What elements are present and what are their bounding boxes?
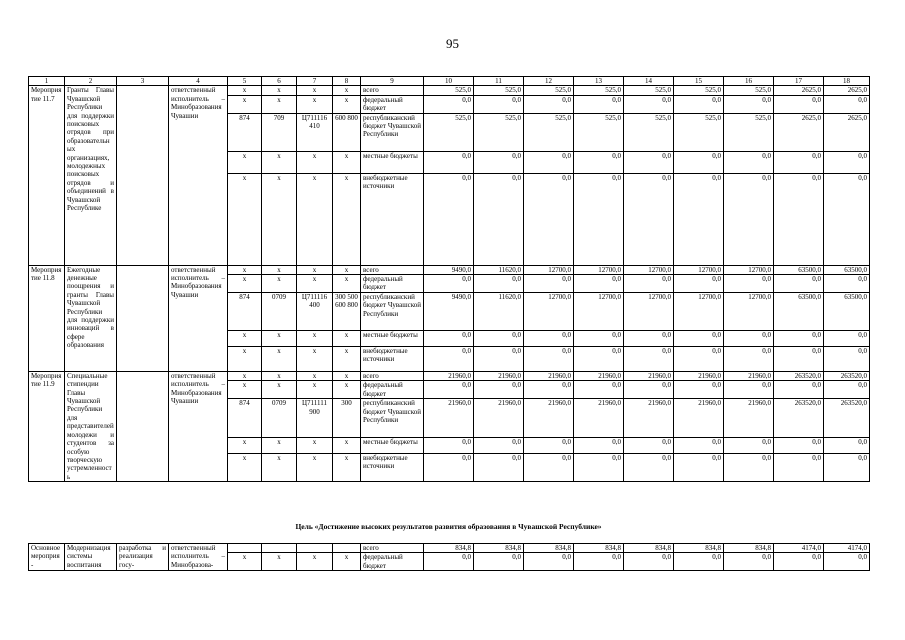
funding-value: 0,0 (524, 346, 574, 371)
funding-value: 2625,0 (824, 113, 870, 151)
funding-value: 0,0 (824, 346, 870, 371)
measure-participant (117, 86, 169, 265)
funding-value: 0,0 (624, 275, 674, 293)
grbs-code: 874 (228, 292, 262, 330)
expense-type-code: x (333, 553, 361, 571)
funding-value: 0,0 (724, 95, 774, 113)
funding-value: 0,0 (474, 346, 524, 371)
funding-value: 0,0 (524, 173, 574, 265)
column-number: 17 (774, 77, 824, 86)
measure-participant: разработка и реализация госу- (117, 544, 169, 571)
funding-value: 21960,0 (624, 371, 674, 380)
funding-value: 0,0 (524, 453, 574, 481)
funding-value: 21960,0 (574, 371, 624, 380)
funding-value: 21960,0 (424, 399, 474, 437)
section-code (262, 544, 297, 553)
funding-value: 21960,0 (724, 371, 774, 380)
funding-value: 0,0 (724, 553, 774, 571)
funding-value: 0,0 (424, 453, 474, 481)
funding-value: 0,0 (774, 381, 824, 399)
funding-value: 63500,0 (824, 265, 870, 274)
funding-value: 21960,0 (524, 399, 574, 437)
target-article-code: x (297, 553, 333, 571)
section-code: x (262, 346, 297, 371)
grbs-code: x (228, 265, 262, 274)
measure-id: Мероприятие 11.9 (29, 371, 65, 481)
target-article-code: Ц711116 410 (297, 113, 333, 151)
funding-value: 525,0 (724, 86, 774, 95)
measure-name: Модернизация системы воспитания (65, 544, 117, 571)
section-code: x (262, 86, 297, 95)
target-article-code: x (297, 453, 333, 481)
measure-id: Мероприятие 11.7 (29, 86, 65, 265)
funding-value: 0,0 (774, 330, 824, 346)
funding-value: 0,0 (774, 453, 824, 481)
funding-source: внебюджетные источники (361, 173, 424, 265)
funding-value: 0,0 (574, 275, 624, 293)
responsible-executor: ответственный исполнитель – Минобразования Чувашии (169, 265, 228, 371)
funding-value: 9490,0 (424, 292, 474, 330)
column-number: 2 (65, 77, 117, 86)
funding-value: 21960,0 (624, 399, 674, 437)
funding-value: 9490,0 (424, 265, 474, 274)
section-code: x (262, 173, 297, 265)
funding-value: 0,0 (624, 381, 674, 399)
funding-value: 12700,0 (624, 265, 674, 274)
section-code: x (262, 330, 297, 346)
funding-value: 0,0 (424, 275, 474, 293)
funding-value: 0,0 (474, 330, 524, 346)
column-number: 1 (29, 77, 65, 86)
funding-value: 0,0 (724, 346, 774, 371)
funding-value: 12700,0 (724, 292, 774, 330)
funding-value: 0,0 (574, 151, 624, 173)
funding-value: 0,0 (624, 95, 674, 113)
column-number: 12 (524, 77, 574, 86)
funding-value: 2625,0 (774, 86, 824, 95)
funding-value: 0,0 (724, 381, 774, 399)
funding-value: 0,0 (824, 453, 870, 481)
grbs-code: x (228, 371, 262, 380)
funding-value: 0,0 (424, 173, 474, 265)
funding-source: внебюджетные источники (361, 453, 424, 481)
expense-type-code: 300 500 600 800 (333, 292, 361, 330)
funding-value: 0,0 (474, 437, 524, 453)
section-code: 709 (262, 113, 297, 151)
column-number: 8 (333, 77, 361, 86)
funding-value: 834,8 (524, 544, 574, 553)
funding-value: 834,8 (624, 544, 674, 553)
funding-value: 21960,0 (474, 371, 524, 380)
funding-value: 12700,0 (624, 292, 674, 330)
target-article-code: x (297, 265, 333, 274)
grbs-code: x (228, 346, 262, 371)
funding-value: 0,0 (774, 173, 824, 265)
column-number-row (29, 77, 870, 86)
funding-value: 525,0 (674, 86, 724, 95)
target-article-code: x (297, 173, 333, 265)
column-number: 15 (674, 77, 724, 86)
section-code: 0709 (262, 399, 297, 437)
funding-value: 0,0 (724, 453, 774, 481)
funding-source: федеральный бюджет (361, 95, 424, 113)
funding-value: 21960,0 (674, 371, 724, 380)
funding-value: 0,0 (624, 346, 674, 371)
table-row (29, 371, 870, 380)
funding-value: 0,0 (674, 330, 724, 346)
grbs-code: x (228, 151, 262, 173)
target-article-code: x (297, 346, 333, 371)
grbs-code (228, 544, 262, 553)
funding-value: 21960,0 (674, 399, 724, 437)
funding-value: 525,0 (524, 86, 574, 95)
funding-value: 0,0 (624, 151, 674, 173)
funding-value: 0,0 (674, 151, 724, 173)
funding-value: 0,0 (574, 437, 624, 453)
section-code: x (262, 553, 297, 571)
section-code: x (262, 453, 297, 481)
funding-value: 525,0 (724, 113, 774, 151)
target-article-code: x (297, 95, 333, 113)
funding-value: 0,0 (774, 553, 824, 571)
funding-value: 0,0 (674, 437, 724, 453)
target-article-code: x (297, 151, 333, 173)
section-code: x (262, 265, 297, 274)
grbs-code: x (228, 330, 262, 346)
funding-value: 0,0 (774, 346, 824, 371)
expense-type-code: x (333, 453, 361, 481)
grbs-code: 874 (228, 113, 262, 151)
funding-value: 0,0 (474, 553, 524, 571)
measure-participant (117, 371, 169, 481)
funding-value: 12700,0 (674, 265, 724, 274)
expense-type-code: x (333, 265, 361, 274)
funding-value: 0,0 (424, 330, 474, 346)
section-code: x (262, 371, 297, 380)
expense-type-code (333, 544, 361, 553)
funding-value: 525,0 (574, 113, 624, 151)
funding-value: 21960,0 (474, 399, 524, 437)
measure-name: Специальные стипендии Главы Чувашской Республики для представителей молодежи и студентов за особую творческую устремленность (65, 371, 117, 481)
expense-type-code: x (333, 381, 361, 399)
funding-value: 21960,0 (724, 399, 774, 437)
funding-value: 21960,0 (574, 399, 624, 437)
responsible-executor: ответственный исполнитель – Минобразования Чувашии (169, 371, 228, 481)
column-number: 3 (117, 77, 169, 86)
expense-type-code: x (333, 95, 361, 113)
measure-name: Ежегодные денежные поощрения и гранты Главы Чувашской Республики для поддержки инноваций в сфере образования (65, 265, 117, 371)
funding-value: 12700,0 (724, 265, 774, 274)
funding-value: 0,0 (524, 151, 574, 173)
target-article-code: Ц711111 900 (297, 399, 333, 437)
funding-value: 263520,0 (824, 399, 870, 437)
funding-value: 525,0 (674, 113, 724, 151)
target-article-code (297, 544, 333, 553)
column-number: 11 (474, 77, 524, 86)
funding-value: 0,0 (824, 151, 870, 173)
funding-source: республиканский бюджет Чувашской Республики (361, 292, 424, 330)
funding-value: 12700,0 (524, 292, 574, 330)
funding-value: 834,8 (424, 544, 474, 553)
funding-value: 0,0 (474, 381, 524, 399)
funding-source: местные бюджеты (361, 330, 424, 346)
funding-value: 263520,0 (774, 371, 824, 380)
funding-value: 0,0 (824, 437, 870, 453)
funding-value: 0,0 (624, 330, 674, 346)
section-code: 0709 (262, 292, 297, 330)
table-row (29, 86, 870, 95)
funding-value: 0,0 (824, 330, 870, 346)
target-article-code: Ц711116 400 (297, 292, 333, 330)
funding-value: 834,8 (574, 544, 624, 553)
grbs-code: x (228, 173, 262, 265)
funding-value: 0,0 (674, 381, 724, 399)
funding-source: федеральный бюджет (361, 553, 424, 571)
section-code: x (262, 381, 297, 399)
measure-id: Мероприятие 11.8 (29, 265, 65, 371)
funding-value: 525,0 (624, 86, 674, 95)
expense-type-code: 300 (333, 399, 361, 437)
funding-value: 0,0 (474, 151, 524, 173)
funding-value: 0,0 (524, 275, 574, 293)
funding-value: 525,0 (524, 113, 574, 151)
target-article-code: x (297, 275, 333, 293)
funding-value: 0,0 (524, 330, 574, 346)
measure-participant (117, 265, 169, 371)
funding-source: местные бюджеты (361, 151, 424, 173)
funding-value: 0,0 (474, 173, 524, 265)
funding-value: 0,0 (524, 95, 574, 113)
section-code: x (262, 151, 297, 173)
funding-source: внебюджетные источники (361, 346, 424, 371)
column-number: 6 (262, 77, 297, 86)
funding-value: 0,0 (674, 95, 724, 113)
funding-value: 525,0 (474, 86, 524, 95)
funding-value: 0,0 (724, 173, 774, 265)
funding-value: 0,0 (674, 173, 724, 265)
funding-value: 11620,0 (474, 292, 524, 330)
funding-value: 0,0 (424, 381, 474, 399)
funding-value: 0,0 (574, 95, 624, 113)
expense-type-code: x (333, 173, 361, 265)
target-article-code: x (297, 371, 333, 380)
expense-type-code: x (333, 86, 361, 95)
funding-value: 0,0 (724, 275, 774, 293)
funding-value: 0,0 (824, 173, 870, 265)
expense-type-code: x (333, 330, 361, 346)
funding-value: 525,0 (474, 113, 524, 151)
funding-value: 0,0 (724, 151, 774, 173)
funding-value: 0,0 (724, 330, 774, 346)
responsible-executor: ответственный исполнитель – Минобразования Чувашии (169, 86, 228, 265)
funding-source: всего (361, 544, 424, 553)
funding-value: 0,0 (574, 381, 624, 399)
funding-value: 11620,0 (474, 265, 524, 274)
funding-value: 0,0 (524, 381, 574, 399)
funding-value: 0,0 (574, 453, 624, 481)
funding-value: 63500,0 (824, 292, 870, 330)
section-code: x (262, 275, 297, 293)
funding-source: всего (361, 86, 424, 95)
expense-type-code: x (333, 151, 361, 173)
funding-value: 0,0 (624, 553, 674, 571)
funding-value: 0,0 (424, 437, 474, 453)
column-number: 10 (424, 77, 474, 86)
funding-value: 0,0 (424, 95, 474, 113)
funding-value: 0,0 (574, 173, 624, 265)
budget-table (28, 76, 870, 482)
measure-id: Основное мероприя- (29, 544, 65, 571)
grbs-code: x (228, 553, 262, 571)
expense-type-code: x (333, 437, 361, 453)
funding-source: федеральный бюджет (361, 275, 424, 293)
page-number: 95 (446, 36, 459, 51)
funding-value: 0,0 (524, 437, 574, 453)
funding-value: 0,0 (574, 330, 624, 346)
funding-source: местные бюджеты (361, 437, 424, 453)
funding-value: 0,0 (774, 151, 824, 173)
funding-value: 0,0 (824, 381, 870, 399)
funding-value: 834,8 (474, 544, 524, 553)
funding-value: 0,0 (574, 553, 624, 571)
budget-table-continued (28, 543, 870, 571)
funding-value: 12700,0 (674, 292, 724, 330)
expense-type-code: 600 800 (333, 113, 361, 151)
grbs-code: 874 (228, 399, 262, 437)
funding-value: 525,0 (574, 86, 624, 95)
funding-value: 63500,0 (774, 265, 824, 274)
funding-value: 0,0 (424, 346, 474, 371)
funding-value: 21960,0 (524, 371, 574, 380)
expense-type-code: x (333, 275, 361, 293)
funding-value: 0,0 (774, 275, 824, 293)
funding-value: 0,0 (474, 95, 524, 113)
grbs-code: x (228, 275, 262, 293)
funding-value: 0,0 (524, 553, 574, 571)
funding-value: 0,0 (674, 346, 724, 371)
funding-value: 4174,0 (824, 544, 870, 553)
expense-type-code: x (333, 346, 361, 371)
funding-value: 525,0 (424, 113, 474, 151)
column-number: 14 (624, 77, 674, 86)
funding-value: 0,0 (624, 437, 674, 453)
funding-value: 263520,0 (774, 399, 824, 437)
column-number: 4 (169, 77, 228, 86)
funding-value: 63500,0 (774, 292, 824, 330)
column-number: 18 (824, 77, 870, 86)
grbs-code: x (228, 86, 262, 95)
target-article-code: x (297, 437, 333, 453)
funding-value: 0,0 (824, 553, 870, 571)
responsible-executor: ответственный исполнитель – Минобразова- (169, 544, 228, 571)
target-article-code: x (297, 86, 333, 95)
funding-value: 2625,0 (774, 113, 824, 151)
funding-source: республиканский бюджет Чувашской Республики (361, 113, 424, 151)
funding-value: 0,0 (424, 553, 474, 571)
column-number: 5 (228, 77, 262, 86)
funding-value: 525,0 (624, 113, 674, 151)
table-row (29, 265, 870, 274)
section-code: x (262, 437, 297, 453)
funding-source: всего (361, 371, 424, 380)
column-number: 9 (361, 77, 424, 86)
section-code: x (262, 95, 297, 113)
expense-type-code: x (333, 371, 361, 380)
grbs-code: x (228, 95, 262, 113)
grbs-code: x (228, 453, 262, 481)
funding-value: 0,0 (674, 553, 724, 571)
funding-value: 834,8 (674, 544, 724, 553)
funding-value: 0,0 (774, 437, 824, 453)
funding-value: 263520,0 (824, 371, 870, 380)
funding-value: 0,0 (474, 453, 524, 481)
funding-value: 12700,0 (524, 265, 574, 274)
funding-value: 12700,0 (574, 265, 624, 274)
target-article-code: x (297, 330, 333, 346)
column-number: 16 (724, 77, 774, 86)
grbs-code: x (228, 437, 262, 453)
funding-source: всего (361, 265, 424, 274)
funding-value: 0,0 (824, 95, 870, 113)
funding-value: 12700,0 (574, 292, 624, 330)
funding-value: 0,0 (474, 275, 524, 293)
funding-value: 0,0 (624, 453, 674, 481)
funding-source: федеральный бюджет (361, 381, 424, 399)
funding-value: 4174,0 (774, 544, 824, 553)
measure-name: Гранты Главы Чувашской Республики для поддержки поисковых отрядов при образовательных организациях, молодежных поисковых отрядов и объединений в Чувашской Республике (65, 86, 117, 265)
funding-value: 21960,0 (424, 371, 474, 380)
funding-value: 2625,0 (824, 86, 870, 95)
funding-value: 0,0 (724, 437, 774, 453)
goal-heading: Цель «Достижение высоких результатов развития образования в Чувашской Республике» (295, 522, 602, 531)
funding-source: республиканский бюджет Чувашской Республики (361, 399, 424, 437)
funding-value: 0,0 (774, 95, 824, 113)
funding-value: 0,0 (824, 275, 870, 293)
column-number: 13 (574, 77, 624, 86)
target-article-code: x (297, 381, 333, 399)
funding-value: 834,8 (724, 544, 774, 553)
column-number: 7 (297, 77, 333, 86)
funding-value: 0,0 (574, 346, 624, 371)
funding-value: 0,0 (424, 151, 474, 173)
funding-value: 0,0 (674, 275, 724, 293)
funding-value: 0,0 (674, 453, 724, 481)
funding-value: 0,0 (624, 173, 674, 265)
grbs-code: x (228, 381, 262, 399)
funding-value: 525,0 (424, 86, 474, 95)
table-row (29, 544, 870, 553)
